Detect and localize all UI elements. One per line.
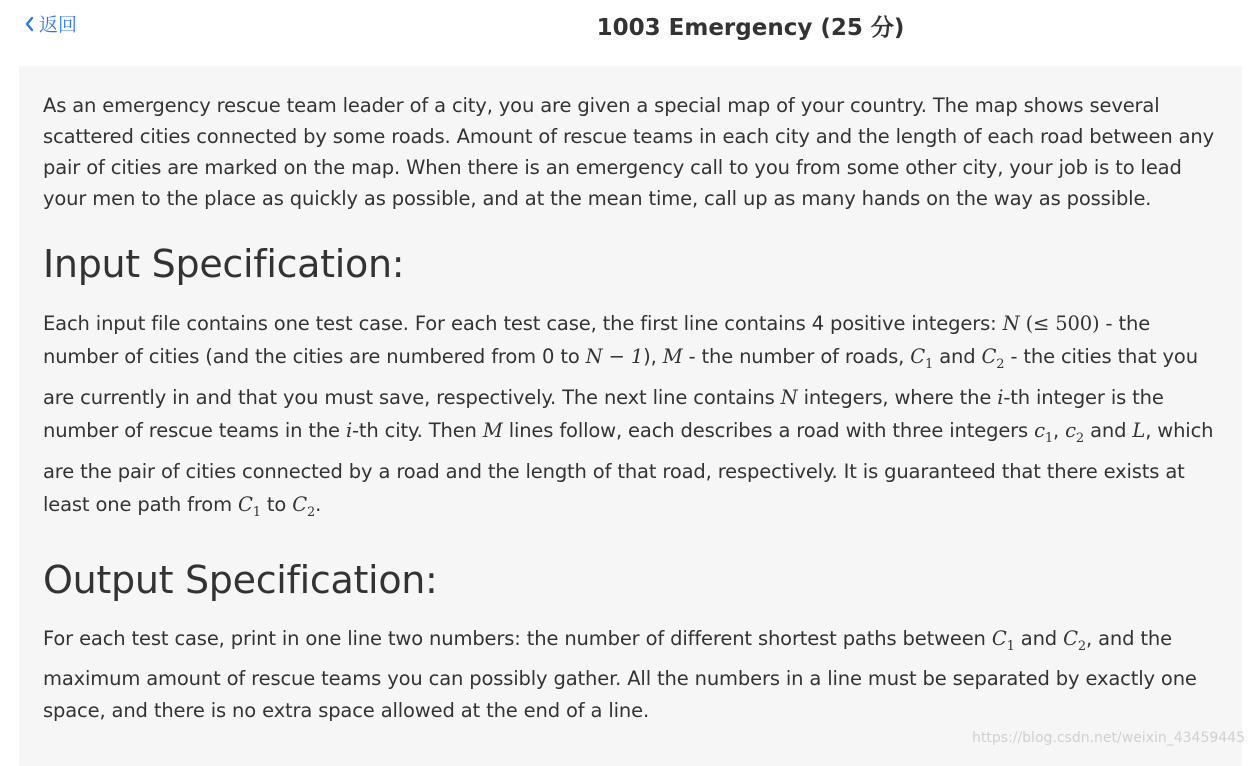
input-text-4: - the number of roads,: [682, 345, 911, 368]
math-c1-b-letter: C: [237, 492, 253, 516]
math-c2-out-sub: 2: [1077, 638, 1086, 654]
math-m-2: M: [482, 418, 503, 442]
math-m: M: [662, 345, 683, 368]
math-lc2-letter: c: [1065, 418, 1076, 442]
math-c1-out-sub: 1: [1006, 638, 1015, 654]
math-lc2: [1065, 418, 1085, 446]
input-heading: Input Specification:: [43, 242, 405, 286]
input-text-7: integers, where the: [797, 385, 998, 409]
input-text-8: -th integer is the number of rescue teams in the: [43, 385, 1164, 442]
output-heading: Output Specification:: [43, 557, 438, 602]
math-n: N: [1002, 312, 1020, 335]
math-c2-sub: 2: [996, 356, 1005, 372]
input-period: .: [315, 492, 322, 516]
input-text-1: Each input file contains one test case. For each test case, the first line contains 4 positive integers:: [43, 312, 1003, 335]
math-i: i: [997, 385, 1004, 409]
math-c1: [910, 345, 934, 372]
back-label: 返回: [39, 14, 78, 36]
input-text-6: - the cities that you are currently in and that you must save, respectively. The next line contains: [43, 345, 1198, 409]
math-lc2-sub: 2: [1075, 430, 1085, 446]
math-c1-b: [237, 492, 261, 520]
math-c2-b-sub: 2: [307, 504, 316, 520]
math-c2-b-letter: C: [292, 492, 308, 516]
page-title: [0, 9, 1253, 42]
problem-panel: [19, 66, 1242, 766]
math-l: L: [1132, 418, 1146, 442]
output-text-2: and: [1014, 626, 1064, 650]
math-c2: [981, 345, 1005, 372]
input-text-5: and: [933, 345, 982, 368]
math-c1-b-sub: 1: [252, 504, 261, 520]
math-le-500: (≤ 500): [1025, 312, 1100, 335]
input-text-12: to: [260, 492, 293, 516]
math-lc1: [1034, 418, 1054, 446]
math-c1-sub: 1: [925, 356, 934, 372]
input-text-3: ),: [643, 345, 663, 368]
input-specification: [43, 307, 1223, 529]
math-n-2: N: [780, 385, 798, 409]
math-c2-out-letter: C: [1063, 626, 1078, 650]
math-i-2: i: [345, 418, 353, 442]
math-n-minus-1: N − 1: [585, 345, 644, 368]
input-comma: ,: [1053, 418, 1066, 442]
watermark: https://blog.csdn.net/weixin_43459445: [971, 730, 1245, 746]
output-specification: [43, 623, 1223, 727]
problem-content: [43, 90, 1223, 727]
math-lc1-letter: c: [1034, 418, 1045, 442]
math-c2-out: [1063, 626, 1086, 654]
output-text-3: , and the maximum amount of rescue teams you can possibly gather. All the numbers in a line must be separated by exactly one space, and there is no extra space allowed at the end of a line.: [43, 626, 1197, 722]
output-text-1: For each test case, print in one line two numbers: the number of different shortest paths between: [43, 626, 992, 650]
math-c1-out: [991, 626, 1015, 654]
math-c2-b: [292, 492, 316, 520]
input-text-10: lines follow, each describes a road with three integers: [502, 418, 1035, 442]
input-text-2: - the number of cities (and the cities are numbered from 0 to: [43, 312, 1151, 368]
page-title-text: 1003 Emergency (25 分): [596, 15, 905, 41]
math-c1-letter: C: [910, 345, 926, 368]
math-c2-letter: C: [981, 345, 997, 368]
math-c1-out-letter: C: [991, 626, 1007, 650]
input-text-and: and: [1084, 418, 1133, 442]
problem-description: As an emergency rescue team leader of a city, you are given a special map of your country. The map shows several scattered cities connected by some roads. Amount of rescue teams in each city and the length of each road between any pair of cities are marked on the map. When there is an emergency call to you from some other city, your job is to lead your men to the place as quickly as possible, and at the mean time, call up as many hands on the way as possible.: [43, 94, 1214, 210]
math-lc1-sub: 1: [1044, 430, 1054, 446]
input-text-9: -th city. Then: [352, 418, 483, 442]
top-bar: [0, 0, 1253, 50]
input-text-11: , which are the pair of cities connected by a road and the length of that road, respectively. It is guaranteed that there exists at least one path from: [43, 418, 1214, 516]
